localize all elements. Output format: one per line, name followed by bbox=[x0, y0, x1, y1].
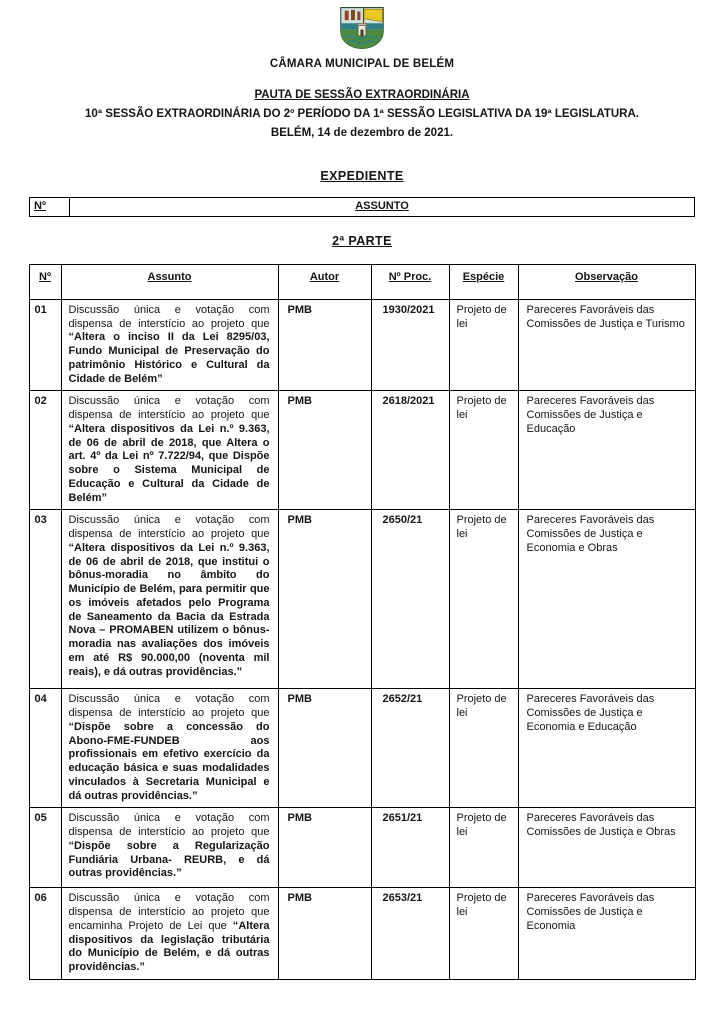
cell-num: 01 bbox=[29, 299, 61, 391]
col-header-num: Nº bbox=[29, 265, 61, 300]
cell-autor: PMB bbox=[278, 391, 371, 510]
cell-especie: Projeto de lei bbox=[449, 299, 518, 391]
cell-assunto bbox=[61, 888, 278, 980]
cell-autor: PMB bbox=[278, 888, 371, 980]
cell-num: 02 bbox=[29, 391, 61, 510]
cell-proc: 2650/21 bbox=[371, 510, 449, 689]
expediente-col-assunto: ASSUNTO bbox=[70, 198, 695, 217]
cell-num: 04 bbox=[29, 689, 61, 808]
cell-assunto bbox=[61, 391, 278, 510]
assunto-quoted: “Altera dispositivos da Lei n.º 9.363, de 06 de abril de 2018, que institui o bônus-moradia no âmbito do Município de Belém, para permitir que os imóveis afetados pelo Programa de Saneamento da Bacia da Estrada Nova – PROMABEN utilizem o bônus-moradia nas avaliações dos imóveis em até R$ 90.000,00 (noventa mil reais), e dá outras providências.” bbox=[68, 541, 270, 678]
parte2-header-row bbox=[29, 265, 695, 300]
cell-observacao: Pareceres Favoráveis das Comissões de Justiça e Obras bbox=[518, 808, 695, 888]
assunto-plain: Discussão única e votação com dispensa de interstício ao projeto que bbox=[68, 812, 270, 839]
org-name: CÂMARA MUNICIPAL DE BELÉM bbox=[269, 58, 455, 70]
cell-observacao: Pareceres Favoráveis das Comissões de Justiça e Economia bbox=[518, 888, 695, 980]
cell-assunto bbox=[61, 299, 278, 391]
cell-num: 05 bbox=[29, 808, 61, 888]
cell-num: 03 bbox=[29, 510, 61, 689]
cell-especie: Projeto de lei bbox=[449, 888, 518, 980]
cell-assunto bbox=[61, 689, 278, 808]
table-row bbox=[29, 888, 695, 980]
assunto-plain: Discussão única e votação com dispensa de interstício ao projeto que bbox=[68, 303, 270, 330]
assunto-plain: Discussão única e votação com dispensa de interstício ao projeto que bbox=[68, 395, 270, 422]
table-row bbox=[29, 689, 695, 808]
col-header-observacao: Observação bbox=[518, 265, 695, 300]
cell-observacao: Pareceres Favoráveis das Comissões de Justiça e Turismo bbox=[518, 299, 695, 391]
cell-especie: Projeto de lei bbox=[449, 510, 518, 689]
cell-proc: 2653/21 bbox=[371, 888, 449, 980]
expediente-heading: EXPEDIENTE bbox=[320, 169, 404, 184]
cell-observacao: Pareceres Favoráveis das Comissões de Justiça e Economia e Obras bbox=[518, 510, 695, 689]
cell-autor: PMB bbox=[278, 808, 371, 888]
title-block bbox=[0, 87, 724, 142]
assunto-quoted: “Dispõe sobre a Regularização Fundiária Urbana- REURB, e dá outras providências.” bbox=[68, 839, 270, 880]
doc-date: BELÉM, 14 de dezembro de 2021. bbox=[270, 126, 454, 139]
col-header-especie: Espécie bbox=[449, 265, 518, 300]
cell-autor: PMB bbox=[278, 510, 371, 689]
table-row bbox=[29, 299, 695, 391]
assunto-plain: Discussão única e votação com dispensa de interstício ao projeto que bbox=[68, 514, 270, 541]
assunto-quoted: “Altera dispositivos da legislação tributária do Município de Belém, e dá outras providências.” bbox=[68, 919, 270, 974]
col-header-proc: Nº Proc. bbox=[371, 265, 449, 300]
cell-proc: 2652/21 bbox=[371, 689, 449, 808]
table-row bbox=[29, 391, 695, 510]
col-header-autor: Autor bbox=[278, 265, 371, 300]
cell-num: 06 bbox=[29, 888, 61, 980]
doc-subtitle: 10ª SESSÃO EXTRAORDINÁRIA DO 2º PERÍODO DA 1ª SESSÃO LEGISLATIVA DA 19ª LEGISLATURA. bbox=[85, 107, 639, 120]
expediente-col-num: Nº bbox=[30, 198, 70, 217]
expediente-table bbox=[29, 197, 695, 217]
parte2-table bbox=[29, 264, 696, 980]
cell-observacao: Pareceres Favoráveis das Comissões de Justiça e Economia e Educação bbox=[518, 689, 695, 808]
masthead bbox=[0, 6, 724, 70]
cell-autor: PMB bbox=[278, 689, 371, 808]
table-row bbox=[29, 510, 695, 689]
cell-assunto bbox=[61, 510, 278, 689]
assunto-plain: Discussão única e votação com dispensa de interstício ao projeto que bbox=[68, 693, 270, 720]
doc-title: PAUTA DE SESSÃO EXTRAORDINÁRIA bbox=[254, 89, 470, 101]
table-row bbox=[29, 808, 695, 888]
assunto-quoted: “Altera o inciso II da Lei 8295/03, Fundo Municipal de Preservação do patrimônio Histórico e Cultural da Cidade de Belém” bbox=[68, 331, 270, 385]
cell-proc: 2651/21 bbox=[371, 808, 449, 888]
assunto-quoted: “Altera dispositivos da Lei n.º 9.363, de 06 de abril de 2018, que Altera o art. 4º da Lei nº 7.722/94, que Dispõe sobre o Sistema Municipal de Educação e Cultural da Cidade de Belém” bbox=[68, 422, 270, 504]
cell-observacao: Pareceres Favoráveis das Comissões de Justiça e Educação bbox=[518, 391, 695, 510]
col-header-assunto: Assunto bbox=[61, 265, 278, 300]
assunto-quoted: “Dispõe sobre a concessão do Abono-FME-FUNDEB aos profissionais em efetivo exercício da educação básica e suas modalidades vinculados à Secretaria Municipal e dá outras providências.” bbox=[68, 720, 270, 802]
parte2-heading: 2ª PARTE bbox=[332, 234, 392, 249]
cell-assunto bbox=[61, 808, 278, 888]
expediente-header-row bbox=[30, 198, 695, 217]
cell-proc: 1930/2021 bbox=[371, 299, 449, 391]
belem-coat-of-arms-icon bbox=[338, 6, 386, 55]
assunto-plain: Discussão única e votação com dispensa de interstício ao projeto que encaminha Projeto de Lei que bbox=[68, 892, 270, 932]
cell-especie: Projeto de lei bbox=[449, 391, 518, 510]
cell-proc: 2618/2021 bbox=[371, 391, 449, 510]
cell-especie: Projeto de lei bbox=[449, 808, 518, 888]
cell-autor: PMB bbox=[278, 299, 371, 391]
cell-especie: Projeto de lei bbox=[449, 689, 518, 808]
